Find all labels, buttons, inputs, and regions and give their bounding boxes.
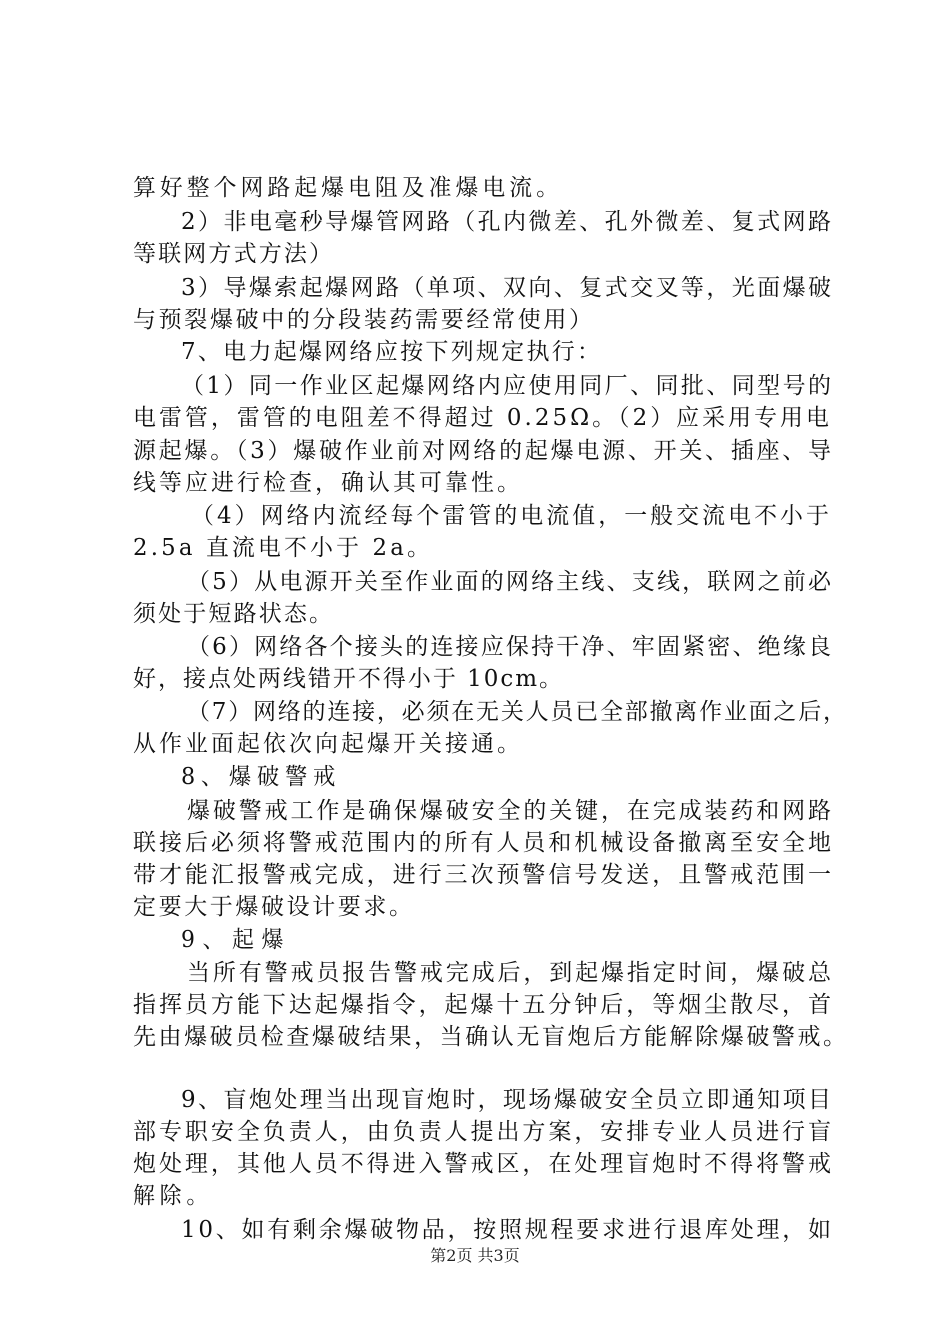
text-line: （5）从电源开关至作业面的网络主线、支线，联网之前必 xyxy=(187,569,834,595)
text-line: 部专职安全负责人，由负责人提出方案，安排专业人员进行盲 xyxy=(133,1119,834,1145)
text-line: 算好整个网路起爆电阻及准爆电流。 xyxy=(133,175,563,201)
section-heading: 8、爆破警戒 xyxy=(181,764,341,790)
text-line: 2）非电毫秒导爆管网路（孔内微差、孔外微差、复式网路 xyxy=(181,209,834,235)
section-heading: 9、起爆 xyxy=(181,927,291,953)
text-line: 解除。 xyxy=(133,1183,213,1209)
text-line: 与预裂爆破中的分段装药需要经常使用） xyxy=(133,307,595,333)
text-line: 9、盲炮处理当出现盲炮时，现场爆破安全员立即通知项目 xyxy=(181,1087,834,1113)
text-line: 线等应进行检查，确认其可靠性。 xyxy=(133,470,523,496)
text-line: 指挥员方能下达起爆指令，起爆十五分钟后，等烟尘散尽，首 xyxy=(133,992,834,1018)
text-line: 定要大于爆破设计要求。 xyxy=(133,894,415,920)
text-line: 源起爆。（3）爆破作业前对网络的起爆电源、开关、插座、导 xyxy=(133,438,834,464)
text-line: （4）网络内流经每个雷管的电流值，一般交流电不小于 xyxy=(191,503,832,529)
text-line: 爆破警戒工作是确保爆破安全的关键，在完成装药和网路 xyxy=(187,798,834,824)
text-line: （1）同一作业区起爆网络内应使用同厂、同批、同型号的 xyxy=(181,373,834,399)
text-line: 3）导爆索起爆网路（单项、双向、复式交叉等，光面爆破 xyxy=(181,275,834,301)
text-line: 须处于短路状态。 xyxy=(133,601,335,627)
text-line: （6）网络各个接头的连接应保持干净、牢固紧密、绝缘良 xyxy=(187,634,834,660)
text-line: 带才能汇报警戒完成，进行三次预警信号发送，且警戒范围一 xyxy=(133,862,834,888)
text-line: （7）网络的连接，必须在无关人员已全部撤离作业面之后， xyxy=(187,699,848,725)
text-line: 2.5a 直流电不小于 2a。 xyxy=(133,535,433,561)
text-line: 从作业面起依次向起爆开关接通。 xyxy=(133,731,523,757)
text-line: 当所有警戒员报告警戒完成后，到起爆指定时间，爆破总 xyxy=(187,960,834,986)
text-line: 好，接点处两线错开不得小于 10cm。 xyxy=(133,666,564,692)
text-line: 先由爆破员检查爆破结果，当确认无盲炮后方能解除爆破警戒。 xyxy=(133,1024,849,1050)
text-line: 7、电力起爆网络应按下列规定执行： xyxy=(181,339,603,365)
text-line: 炮处理，其他人员不得进入警戒区，在处理盲炮时不得将警戒 xyxy=(133,1151,834,1177)
text-line: 联接后必须将警戒范围内的所有人员和机械设备撤离至安全地 xyxy=(133,830,834,856)
text-line: 10、如有剩余爆破物品，按照规程要求进行退库处理，如 xyxy=(181,1217,834,1243)
page-footer: 第2页 共3页 xyxy=(430,1246,520,1265)
text-line: 电雷管，雷管的电阻差不得超过 0.25Ω。（2）应采用专用电 xyxy=(133,405,832,431)
text-line: 等联网方式方法） xyxy=(133,241,335,267)
